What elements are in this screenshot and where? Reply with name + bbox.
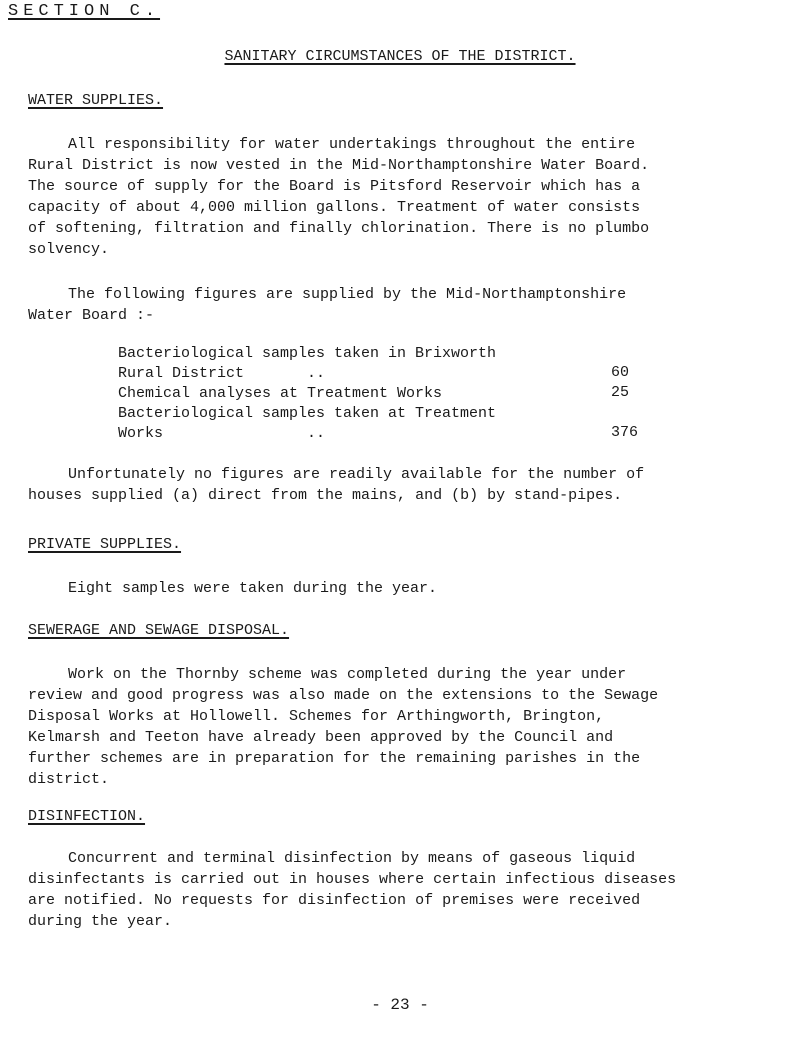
- section-label: SECTION C.: [8, 2, 161, 21]
- disinfection-paragraph: [28, 848, 788, 932]
- row-label: Works ..: [118, 425, 326, 442]
- water-paragraph-2: [28, 284, 788, 326]
- row-label: Chemical analyses at Treatment Works: [118, 385, 443, 402]
- table-row: [118, 344, 496, 384]
- row-label: Bacteriological samples taken at Treatment: [118, 405, 497, 422]
- text-line: of softening, filtration and finally chlorination. There is no plumbo: [28, 220, 650, 237]
- text-line: capacity of about 4,000 million gallons. Treatment of water consists: [28, 199, 641, 216]
- text-line: Water Board :-: [28, 307, 155, 324]
- text-line: solvency.: [28, 241, 110, 258]
- private-paragraph: [28, 578, 788, 599]
- text-line: The following figures are supplied by the Mid-Northamptonshire: [68, 286, 627, 303]
- text-line: review and good progress was also made on the extensions to the Sewage: [28, 687, 659, 704]
- text-line: during the year.: [28, 913, 173, 930]
- text-line: Disposal Works at Hollowell. Schemes for Arthingworth, Brington,: [28, 708, 605, 725]
- text-line: disinfectants is carried out in houses where certain infectious diseases: [28, 871, 677, 888]
- text-line: are notified. No requests for disinfection of premises were received: [28, 892, 641, 909]
- text-line: The source of supply for the Board is Pitsford Reservoir which has a: [28, 178, 641, 195]
- page-number: - 23 -: [371, 996, 429, 1014]
- disinfection-heading: DISINFECTION.: [28, 808, 146, 825]
- text-line: Work on the Thornby scheme was completed during the year under: [68, 666, 627, 683]
- text-line: Kelmarsh and Teeton have already been approved by the Council and: [28, 729, 614, 746]
- row-value: 25: [611, 384, 630, 401]
- main-heading: SANITARY CIRCUMSTANCES OF THE DISTRICT.: [224, 48, 576, 65]
- water-paragraph-1: [28, 134, 788, 260]
- text-line: further schemes are in preparation for the remaining parishes in the: [28, 750, 641, 767]
- row-label: Rural District ..: [118, 365, 326, 382]
- text-line: district.: [28, 771, 110, 788]
- sewerage-heading: SEWERAGE AND SEWAGE DISPOSAL.: [28, 622, 290, 639]
- text-line: Rural District is now vested in the Mid-Northamptonshire Water Board.: [28, 157, 650, 174]
- water-paragraph-3: [28, 464, 788, 506]
- text-line: Eight samples were taken during the year.: [68, 580, 438, 597]
- table-row: [118, 384, 442, 404]
- water-supplies-heading: WATER SUPPLIES.: [28, 92, 164, 109]
- sewerage-paragraph: [28, 664, 788, 790]
- row-value: 60: [611, 364, 630, 381]
- text-line: All responsibility for water undertakings throughout the entire: [68, 136, 636, 153]
- private-supplies-heading: PRIVATE SUPPLIES.: [28, 536, 182, 553]
- row-label: Bacteriological samples taken in Brixworth: [118, 345, 497, 362]
- table-row: [118, 404, 496, 444]
- text-line: houses supplied (a) direct from the mains, and (b) by stand-pipes.: [28, 487, 623, 504]
- text-line: Concurrent and terminal disinfection by means of gaseous liquid: [68, 850, 636, 867]
- text-line: Unfortunately no figures are readily available for the number of: [68, 466, 645, 483]
- row-value: 376: [611, 424, 639, 441]
